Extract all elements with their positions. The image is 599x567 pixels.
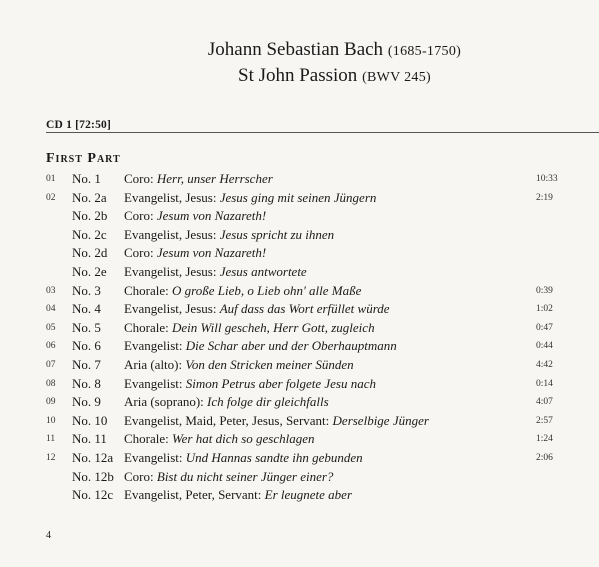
movement-text: Jesus ging mit seinen Jüngern <box>219 189 377 205</box>
track-number: 04 <box>46 304 56 315</box>
track-duration: 2:57 <box>536 415 553 426</box>
track-duration: 0:14 <box>536 378 553 389</box>
movement-description <box>124 300 390 319</box>
track-number: 06 <box>46 341 56 352</box>
movement-number: No. 2c <box>72 226 107 242</box>
track-row <box>0 375 599 394</box>
track-number: 09 <box>46 397 56 408</box>
work-heading <box>35 64 599 90</box>
movement-number: No. 9 <box>72 394 101 410</box>
catalog-number: (BWV 245) <box>362 70 431 85</box>
movement-role: Evangelist, Peter, Servant: <box>124 487 265 503</box>
track-row <box>0 263 599 282</box>
movement-role: Aria (soprano): <box>124 394 208 410</box>
track-row <box>0 430 599 449</box>
track-duration: 0:39 <box>536 285 553 296</box>
movement-description <box>124 430 315 449</box>
movement-number: No. 2d <box>72 245 108 261</box>
movement-text: Jesus spricht zu ihnen <box>219 226 335 242</box>
track-row <box>0 189 599 208</box>
track-number: 08 <box>46 378 56 389</box>
track-duration: 1:24 <box>536 434 553 445</box>
track-row <box>0 170 599 189</box>
movement-description <box>124 337 397 356</box>
track-row <box>0 319 599 338</box>
track-number: 01 <box>46 174 56 184</box>
movement-role: Chorale: <box>124 282 173 298</box>
track-row <box>0 282 599 301</box>
movement-description <box>124 170 273 189</box>
track-row <box>0 486 599 505</box>
movement-text: Er leugnete aber <box>264 487 353 503</box>
track-row <box>0 356 599 375</box>
movement-role: Coro: <box>124 468 157 484</box>
movement-text: Derselbige Jünger <box>332 412 429 428</box>
movement-description <box>124 263 307 282</box>
track-number: 11 <box>46 434 56 445</box>
track-duration: 10:33 <box>536 174 558 184</box>
movement-number: No. 12c <box>72 487 114 503</box>
movement-number: No. 4 <box>72 301 101 317</box>
track-row <box>0 468 599 487</box>
track-list <box>0 170 599 505</box>
track-row <box>0 244 599 263</box>
movement-role: Evangelist, Maid, Peter, Jesus, Servant: <box>124 412 333 428</box>
track-duration: 1:02 <box>536 304 553 315</box>
movement-description <box>124 319 375 338</box>
movement-text: Jesum von Nazareth! <box>156 245 267 261</box>
track-duration: 0:44 <box>536 341 553 352</box>
movement-description <box>124 486 352 505</box>
movement-number: No. 2b <box>72 208 108 224</box>
movement-text: Simon Petrus aber folgete Jesu nach <box>185 375 377 391</box>
movement-number: No. 8 <box>72 375 101 391</box>
movement-number: No. 2e <box>72 263 107 279</box>
track-number: 05 <box>46 322 56 333</box>
movement-description <box>124 412 429 431</box>
movement-role: Evangelist, Jesus: <box>124 301 220 317</box>
movement-description <box>124 468 333 487</box>
movement-number: No. 10 <box>72 412 108 428</box>
movement-description <box>124 226 334 245</box>
movement-description <box>124 393 329 412</box>
movement-description <box>124 244 266 263</box>
track-row <box>0 337 599 356</box>
movement-description <box>124 449 363 468</box>
movement-text: Jesus antwortete <box>219 263 307 279</box>
movement-role: Evangelist, Jesus: <box>124 263 220 279</box>
page-number: 4 <box>46 530 51 541</box>
movement-role: Aria (alto): <box>124 356 186 372</box>
movement-role: Coro: <box>124 208 157 224</box>
composer-heading <box>35 38 599 64</box>
movement-role: Coro: <box>124 245 157 261</box>
track-row <box>0 412 599 431</box>
movement-description <box>124 375 376 394</box>
movement-number: No. 6 <box>72 338 101 354</box>
movement-role: Evangelist: <box>124 449 186 465</box>
movement-text: Ich folge dir gleichfalls <box>207 394 329 410</box>
movement-number: No. 11 <box>72 431 107 447</box>
movement-text: Jesum von Nazareth! <box>156 208 267 224</box>
track-row <box>0 393 599 412</box>
track-number: 03 <box>46 285 56 296</box>
movement-text: Die Schar aber und der Oberhauptmann <box>185 338 397 354</box>
movement-description <box>124 282 361 301</box>
composer-name: Johann Sebastian Bach <box>207 39 384 60</box>
movement-number: No. 1 <box>72 171 101 186</box>
movement-role: Coro: <box>124 171 157 186</box>
track-duration: 4:07 <box>536 397 553 408</box>
movement-description <box>124 356 354 375</box>
movement-text: Auf dass das Wort erfüllet würde <box>219 301 390 317</box>
movement-number: No. 12b <box>72 468 114 484</box>
movement-text: Von den Stricken meiner Sünden <box>185 356 354 372</box>
movement-description <box>124 207 266 226</box>
work-title: St John Passion <box>238 65 358 86</box>
movement-text: O große Lieb, o Lieb ohn' alle Maße <box>172 282 362 298</box>
track-duration: 2:06 <box>536 452 553 463</box>
movement-text: Und Hannas sandte ihn gebunden <box>185 449 363 465</box>
movement-description <box>124 189 376 208</box>
movement-number: No. 12a <box>72 449 114 465</box>
movement-number: No. 2a <box>72 189 107 205</box>
movement-number: No. 3 <box>72 282 101 298</box>
movement-role: Chorale: <box>124 319 173 335</box>
track-row <box>0 226 599 245</box>
track-number: 12 <box>46 452 56 463</box>
track-duration: 2:19 <box>536 192 553 203</box>
track-number: 10 <box>46 415 56 426</box>
movement-role: Chorale: <box>124 431 173 447</box>
track-row <box>0 207 599 226</box>
movement-number: No. 7 <box>72 356 101 372</box>
track-row <box>0 449 599 468</box>
part-title: First Part <box>46 151 121 166</box>
movement-role: Evangelist, Jesus: <box>124 189 220 205</box>
movement-text: Dein Will gescheh, Herr Gott, zugleich <box>172 319 375 335</box>
track-row <box>0 300 599 319</box>
track-number: 02 <box>46 192 56 203</box>
divider-rule <box>46 132 599 133</box>
movement-text: Herr, unser Herrscher <box>156 171 273 186</box>
track-duration: 0:47 <box>536 322 553 333</box>
movement-role: Evangelist: <box>124 375 186 391</box>
movement-number: No. 5 <box>72 319 101 335</box>
movement-text: Wer hat dich so geschlagen <box>172 431 315 447</box>
movement-text: Bist du nicht seiner Jünger einer? <box>156 468 334 484</box>
track-duration: 4:42 <box>536 359 553 370</box>
composer-dates: (1685-1750) <box>387 44 462 59</box>
track-number: 07 <box>46 359 56 370</box>
cd-label: CD 1 [72:50] <box>46 119 111 131</box>
movement-role: Evangelist: <box>124 338 186 354</box>
movement-role: Evangelist, Jesus: <box>124 226 220 242</box>
